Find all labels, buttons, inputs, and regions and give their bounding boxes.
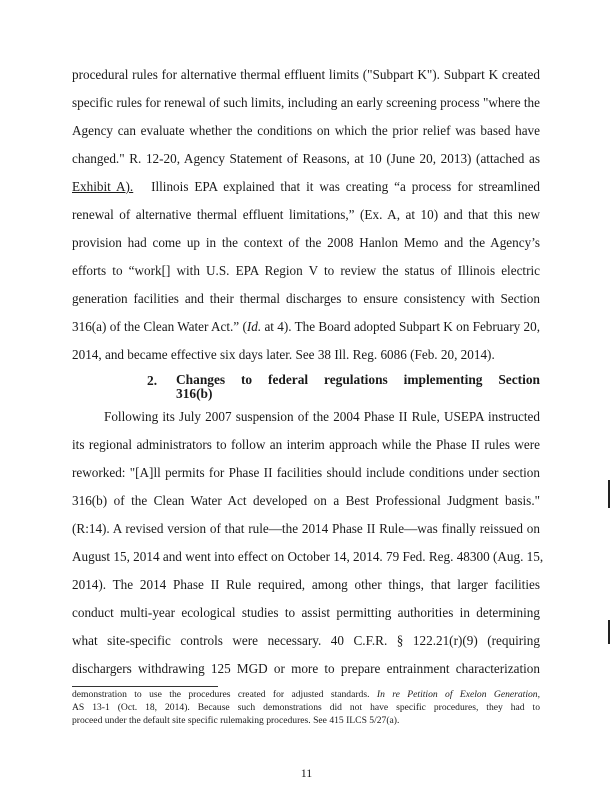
body-text-line: changed." R. 12-20, Agency Statement of Reasons, at 10 (June 20, 2013) (attached as bbox=[72, 151, 540, 166]
body-text-line: renewal of alternative thermal effluent limitations,” (Ex. A, at 10) and that this new bbox=[72, 207, 540, 222]
body-text-line bbox=[72, 319, 540, 335]
id-citation: Id. bbox=[246, 319, 262, 334]
body-text-line: August 15, 2014 and went into effect on October 14, 2014. 79 Fed. Reg. 48300 (Aug. 15, bbox=[72, 549, 544, 564]
footnote-case-citation: In re Petition of Exelon Generation, bbox=[376, 689, 540, 700]
body-text-line: 2014). The 2014 Phase II Rule required, among other things, that larger facilities bbox=[72, 577, 540, 592]
body-text-line: (R:14). A revised version of that rule—the 2014 Phase II Rule—was finally reissued on bbox=[72, 521, 540, 536]
margin-mark bbox=[608, 620, 610, 644]
section-heading-continued: 316(b) bbox=[176, 386, 213, 401]
body-text-segment: Illinois EPA explained that it was creating “a process for streamlined bbox=[151, 179, 541, 194]
body-text-line bbox=[72, 179, 540, 195]
margin-mark bbox=[608, 480, 610, 508]
footnote-text: demonstration to use the procedures created for adjusted standards. bbox=[72, 689, 370, 700]
body-text-line: reworked: "[A]ll permits for Phase II facilities should include conditions under section bbox=[72, 465, 540, 480]
section-number: 2. bbox=[147, 373, 158, 388]
body-text-line: what site-specific controls were necessary. 40 C.F.R. § 122.21(r)(9) (requiring bbox=[72, 633, 540, 648]
body-text-line: specific rules for renewal of such limits, including an early screening process "where the bbox=[72, 95, 540, 110]
body-text-line: 2014, and became effective six days later. See 38 Ill. Reg. 6086 (Feb. 20, 2014). bbox=[72, 347, 495, 362]
footnote-line: AS 13-1 (Oct. 18, 2014). Because such demonstrations did not have specific procedures, they had to bbox=[72, 702, 540, 713]
page-number: 11 bbox=[300, 766, 313, 780]
body-text-line: dischargers withdrawing 125 MGD or more to prepare entrainment characterization bbox=[72, 661, 540, 676]
body-text-segment: at 4). The Board adopted Subpart K on February 20, bbox=[264, 319, 541, 334]
body-text-line: Following its July 2007 suspension of the 2004 Phase II Rule, USEPA instructed bbox=[104, 409, 540, 424]
exhibit-a-reference: Exhibit A). bbox=[72, 179, 134, 194]
footnote-separator bbox=[72, 686, 218, 687]
body-text-line: conduct multi-year ecological studies to assist permitting authorities in determining bbox=[72, 605, 540, 620]
body-text-line: 316(b) of the Clean Water Act developed on a Best Professional Judgment basis." bbox=[72, 493, 540, 508]
footnote-line: proceed under the default site specific rulemaking procedures. See 415 ILCS 5/27(a). bbox=[72, 715, 400, 726]
body-text-line: Agency can evaluate whether the conditions on which the prior relief was based have bbox=[72, 123, 540, 138]
body-text-line: provision had come up in the context of the 2008 Hanlon Memo and the Agency’s bbox=[72, 235, 540, 250]
section-heading: Changes to federal regulations implementing Section bbox=[176, 372, 540, 387]
body-text-line: generation facilities and their thermal discharges to ensure consistency with Section bbox=[72, 291, 540, 306]
body-text-line: procedural rules for alternative thermal effluent limits ("Subpart K"). Subpart K created bbox=[72, 67, 540, 82]
footnote-line bbox=[72, 689, 540, 701]
body-text-segment: 316(a) of the Clean Water Act.” ( bbox=[72, 319, 247, 334]
body-text-line: efforts to “work[] with U.S. EPA Region V to review the status of Illinois electric bbox=[72, 263, 540, 278]
body-text-line: its regional administrators to follow an interim approach while the Phase II rules were bbox=[72, 437, 540, 452]
